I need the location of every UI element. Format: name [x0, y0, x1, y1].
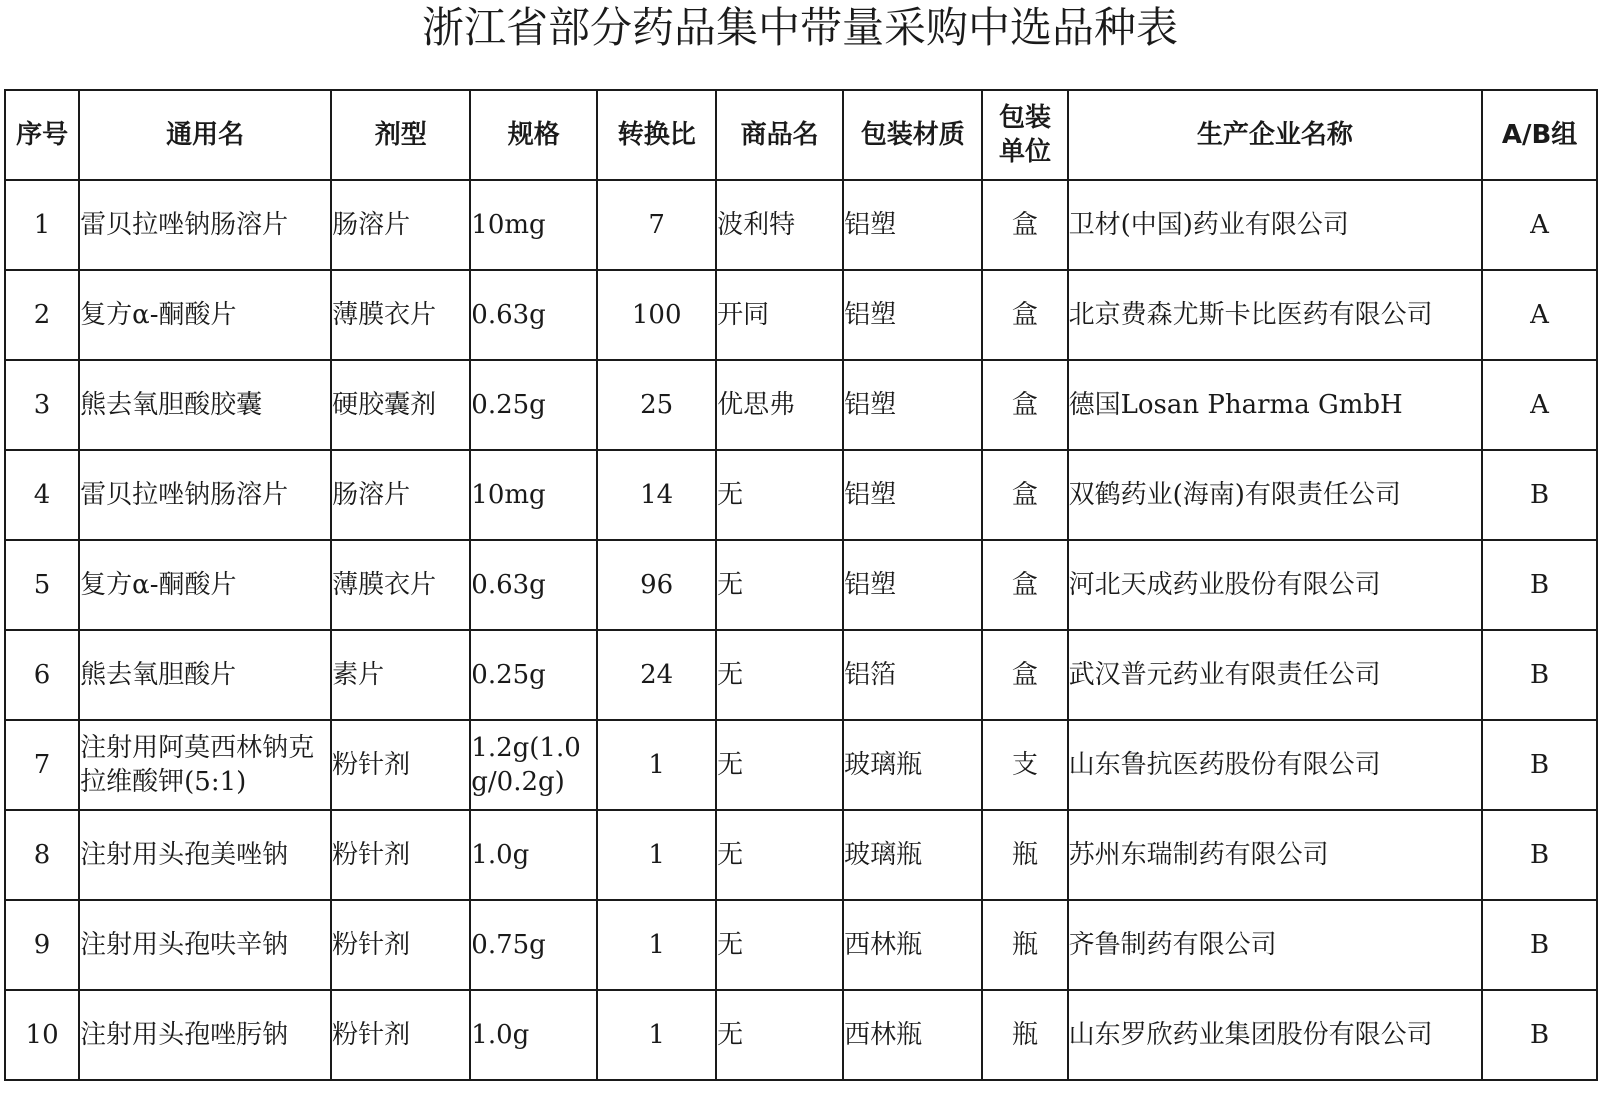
cell-conversion-ratio: 1: [597, 900, 716, 990]
cell-brand-name: 无: [716, 720, 843, 810]
cell-packaging-unit: 盒: [982, 360, 1067, 450]
cell-conversion-ratio: 14: [597, 450, 716, 540]
cell-specification: 0.25g: [470, 630, 597, 720]
cell-generic-name: 雷贝拉唑钠肠溶片: [79, 450, 331, 540]
cell-index: 3: [5, 360, 79, 450]
cell-group: B: [1482, 540, 1597, 630]
cell-index: 6: [5, 630, 79, 720]
cell-conversion-ratio: 1: [597, 720, 716, 810]
cell-generic-name: 熊去氧胆酸胶囊: [79, 360, 331, 450]
table-header-row: [5, 90, 1597, 180]
cell-index: 2: [5, 270, 79, 360]
table-row: [5, 540, 1597, 630]
table-row: [5, 990, 1597, 1080]
cell-manufacturer: 山东鲁抗医药股份有限公司: [1068, 720, 1483, 810]
header-manufacturer: 生产企业名称: [1068, 90, 1483, 180]
cell-manufacturer: 德国Losan Pharma GmbH: [1068, 360, 1483, 450]
cell-manufacturer: 双鹤药业(海南)有限责任公司: [1068, 450, 1483, 540]
cell-packaging-unit: 盒: [982, 450, 1067, 540]
header-group: A/B组: [1482, 90, 1597, 180]
cell-group: B: [1482, 630, 1597, 720]
cell-generic-name: 注射用头孢美唑钠: [79, 810, 331, 900]
cell-brand-name: 无: [716, 810, 843, 900]
cell-generic-name: 注射用头孢呋辛钠: [79, 900, 331, 990]
cell-brand-name: 无: [716, 630, 843, 720]
cell-packaging-material: 铝塑: [843, 180, 982, 270]
cell-packaging-material: 铝塑: [843, 360, 982, 450]
cell-specification: 0.75g: [470, 900, 597, 990]
table-row: [5, 630, 1597, 720]
cell-specification: 10mg: [470, 450, 597, 540]
cell-generic-name: 注射用头孢唑肟钠: [79, 990, 331, 1080]
cell-brand-name: 无: [716, 540, 843, 630]
cell-dosage-form: 粉针剂: [331, 900, 470, 990]
cell-packaging-material: 铝箔: [843, 630, 982, 720]
cell-index: 7: [5, 720, 79, 810]
cell-packaging-material: 铝塑: [843, 450, 982, 540]
cell-packaging-unit: 支: [982, 720, 1067, 810]
cell-conversion-ratio: 1: [597, 810, 716, 900]
header-conversion-ratio: 转换比: [597, 90, 716, 180]
cell-dosage-form: 粉针剂: [331, 990, 470, 1080]
cell-index: 9: [5, 900, 79, 990]
table-row: [5, 450, 1597, 540]
cell-generic-name: 复方α-酮酸片: [79, 270, 331, 360]
cell-dosage-form: 粉针剂: [331, 720, 470, 810]
table-row: [5, 810, 1597, 900]
table-row: [5, 720, 1597, 810]
cell-dosage-form: 肠溶片: [331, 450, 470, 540]
cell-packaging-unit: 盒: [982, 630, 1067, 720]
cell-dosage-form: 素片: [331, 630, 470, 720]
cell-packaging-material: 铝塑: [843, 270, 982, 360]
cell-packaging-material: 铝塑: [843, 540, 982, 630]
cell-group: B: [1482, 720, 1597, 810]
cell-brand-name: 无: [716, 990, 843, 1080]
cell-manufacturer: 武汉普元药业有限责任公司: [1068, 630, 1483, 720]
cell-dosage-form: 薄膜衣片: [331, 270, 470, 360]
cell-packaging-unit: 盒: [982, 270, 1067, 360]
cell-generic-name: 雷贝拉唑钠肠溶片: [79, 180, 331, 270]
cell-manufacturer: 齐鲁制药有限公司: [1068, 900, 1483, 990]
cell-conversion-ratio: 25: [597, 360, 716, 450]
table-row: [5, 360, 1597, 450]
header-brand-name: 商品名: [716, 90, 843, 180]
cell-dosage-form: 肠溶片: [331, 180, 470, 270]
cell-conversion-ratio: 96: [597, 540, 716, 630]
header-index: 序号: [5, 90, 79, 180]
cell-group: B: [1482, 990, 1597, 1080]
cell-packaging-material: 玻璃瓶: [843, 810, 982, 900]
cell-packaging-unit: 瓶: [982, 990, 1067, 1080]
cell-index: 8: [5, 810, 79, 900]
cell-manufacturer: 苏州东瑞制药有限公司: [1068, 810, 1483, 900]
header-packaging-material: 包装材质: [843, 90, 982, 180]
table-row: [5, 900, 1597, 990]
cell-specification: 10mg: [470, 180, 597, 270]
cell-generic-name: 复方α-酮酸片: [79, 540, 331, 630]
cell-specification: 0.63g: [470, 270, 597, 360]
header-specification: 规格: [470, 90, 597, 180]
cell-group: B: [1482, 900, 1597, 990]
cell-brand-name: 开同: [716, 270, 843, 360]
cell-packaging-material: 西林瓶: [843, 990, 982, 1080]
cell-brand-name: 无: [716, 450, 843, 540]
cell-packaging-material: 西林瓶: [843, 900, 982, 990]
cell-generic-name: 熊去氧胆酸片: [79, 630, 331, 720]
cell-dosage-form: 硬胶囊剂: [331, 360, 470, 450]
cell-packaging-unit: 瓶: [982, 810, 1067, 900]
cell-brand-name: 无: [716, 900, 843, 990]
cell-brand-name: 波利特: [716, 180, 843, 270]
cell-manufacturer: 卫材(中国)药业有限公司: [1068, 180, 1483, 270]
cell-group: A: [1482, 270, 1597, 360]
cell-specification: 0.25g: [470, 360, 597, 450]
cell-packaging-unit: 瓶: [982, 900, 1067, 990]
cell-manufacturer: 河北天成药业股份有限公司: [1068, 540, 1483, 630]
cell-dosage-form: 粉针剂: [331, 810, 470, 900]
cell-index: 4: [5, 450, 79, 540]
cell-group: B: [1482, 810, 1597, 900]
cell-brand-name: 优思弗: [716, 360, 843, 450]
cell-group: A: [1482, 180, 1597, 270]
document-title: 浙江省部分药品集中带量采购中选品种表: [421, 3, 1178, 52]
cell-group: A: [1482, 360, 1597, 450]
cell-specification: 0.63g: [470, 540, 597, 630]
cell-packaging-unit: 盒: [982, 540, 1067, 630]
table-row: [5, 180, 1597, 270]
cell-packaging-material: 玻璃瓶: [843, 720, 982, 810]
cell-conversion-ratio: 1: [597, 990, 716, 1080]
cell-index: 1: [5, 180, 79, 270]
cell-conversion-ratio: 100: [597, 270, 716, 360]
cell-specification: 1.0g: [470, 990, 597, 1080]
cell-manufacturer: 山东罗欣药业集团股份有限公司: [1068, 990, 1483, 1080]
cell-specification: 1.2g(1.0g/0.2g): [470, 720, 597, 810]
header-dosage-form: 剂型: [331, 90, 470, 180]
cell-dosage-form: 薄膜衣片: [331, 540, 470, 630]
cell-conversion-ratio: 7: [597, 180, 716, 270]
header-packaging-unit: 包装单位: [982, 90, 1067, 180]
cell-index: 10: [5, 990, 79, 1080]
cell-generic-name: 注射用阿莫西林钠克拉维酸钾(5:1): [79, 720, 331, 810]
cell-conversion-ratio: 24: [597, 630, 716, 720]
cell-index: 5: [5, 540, 79, 630]
cell-manufacturer: 北京费森尤斯卡比医药有限公司: [1068, 270, 1483, 360]
header-generic-name: 通用名: [79, 90, 331, 180]
table-row: [5, 270, 1597, 360]
cell-specification: 1.0g: [470, 810, 597, 900]
cell-packaging-unit: 盒: [982, 180, 1067, 270]
cell-group: B: [1482, 450, 1597, 540]
procurement-table: [4, 89, 1598, 1081]
table-body: [5, 180, 1597, 1080]
